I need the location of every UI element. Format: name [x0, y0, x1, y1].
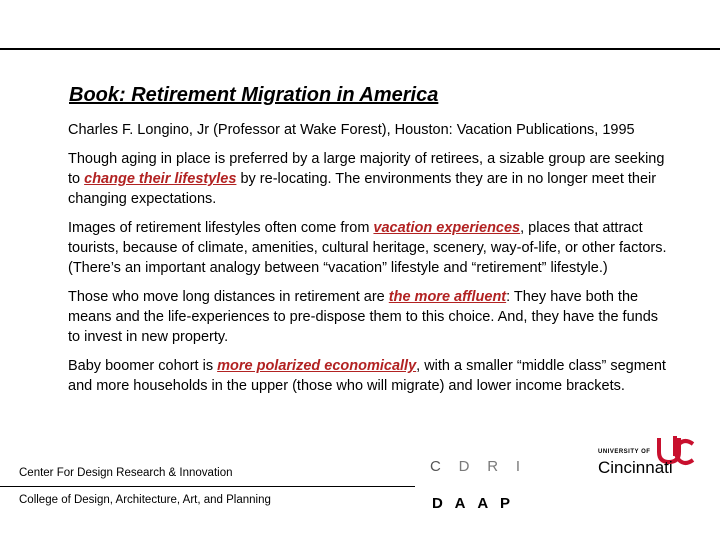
baby-boomer-paragraph	[68, 356, 668, 396]
cdri-wordmark	[430, 458, 520, 475]
p2-text-before: Though aging in place is preferred by a large majority of retirees, a sizable group are seeking to	[68, 151, 665, 187]
p4-text-after: : They have both the means and the life-experiences to pre-dispose them to this choice. And, they have the funds to invest in new property.	[68, 289, 659, 345]
p3-text-before: Images of retirement lifestyles often come from	[68, 220, 374, 236]
p5-emphasis: more polarized economically	[217, 358, 417, 374]
p4-text-before: Those who move long distances in retirement are	[68, 289, 389, 305]
logo-small-text: UNIVERSITY OF	[598, 449, 651, 455]
p5-text-before: Baby boomer cohort is	[68, 358, 218, 374]
aging-in-place-paragraph	[68, 149, 668, 209]
slide-body	[68, 120, 668, 405]
center-name: Center For Design Research & Innovation	[19, 467, 233, 479]
p2-emphasis: change their lifestyles	[84, 171, 237, 187]
daap-letter: A	[454, 495, 466, 512]
daap-wordmark	[432, 495, 510, 512]
daap-letter: P	[499, 495, 510, 512]
p4-emphasis: the more affluent	[388, 289, 507, 305]
cdri-letter: C	[430, 458, 441, 475]
cdri-letter: D	[458, 458, 470, 475]
p3-emphasis: vacation experiences	[373, 220, 521, 236]
slide-title: Book: Retirement Migration in America	[69, 84, 439, 106]
university-logo	[598, 436, 698, 484]
affluent-paragraph	[68, 287, 668, 347]
logo-big-text: Cincinnati	[598, 458, 673, 477]
p2-text-after: by re-locating. The environments they are in no longer meet their changing expectations.	[68, 171, 657, 207]
p3-text-after: , places that attract tourists, because of climate, amenities, cultural heritage, scenery, way-of-life, or other factors. (There’s an important analogy between “vacation” lifestyle and “retirement” lifestyle.)	[68, 220, 667, 276]
cdri-letter: R	[487, 458, 499, 475]
footer-rule	[0, 486, 415, 487]
top-rule	[0, 48, 720, 50]
college-name: College of Design, Architecture, Art, and Planning	[19, 494, 271, 506]
daap-letter: A	[477, 495, 489, 512]
vacation-paragraph	[68, 218, 668, 278]
p5-text-after: , with a smaller “middle class” segment and more households in the upper (those who will migrate) and lower income brackets.	[68, 358, 666, 394]
cdri-letter: I	[515, 458, 520, 475]
daap-letter: D	[432, 495, 443, 512]
citation-paragraph: Charles F. Longino, Jr (Professor at Wake Forest), Houston: Vacation Publications, 1995	[68, 122, 635, 138]
